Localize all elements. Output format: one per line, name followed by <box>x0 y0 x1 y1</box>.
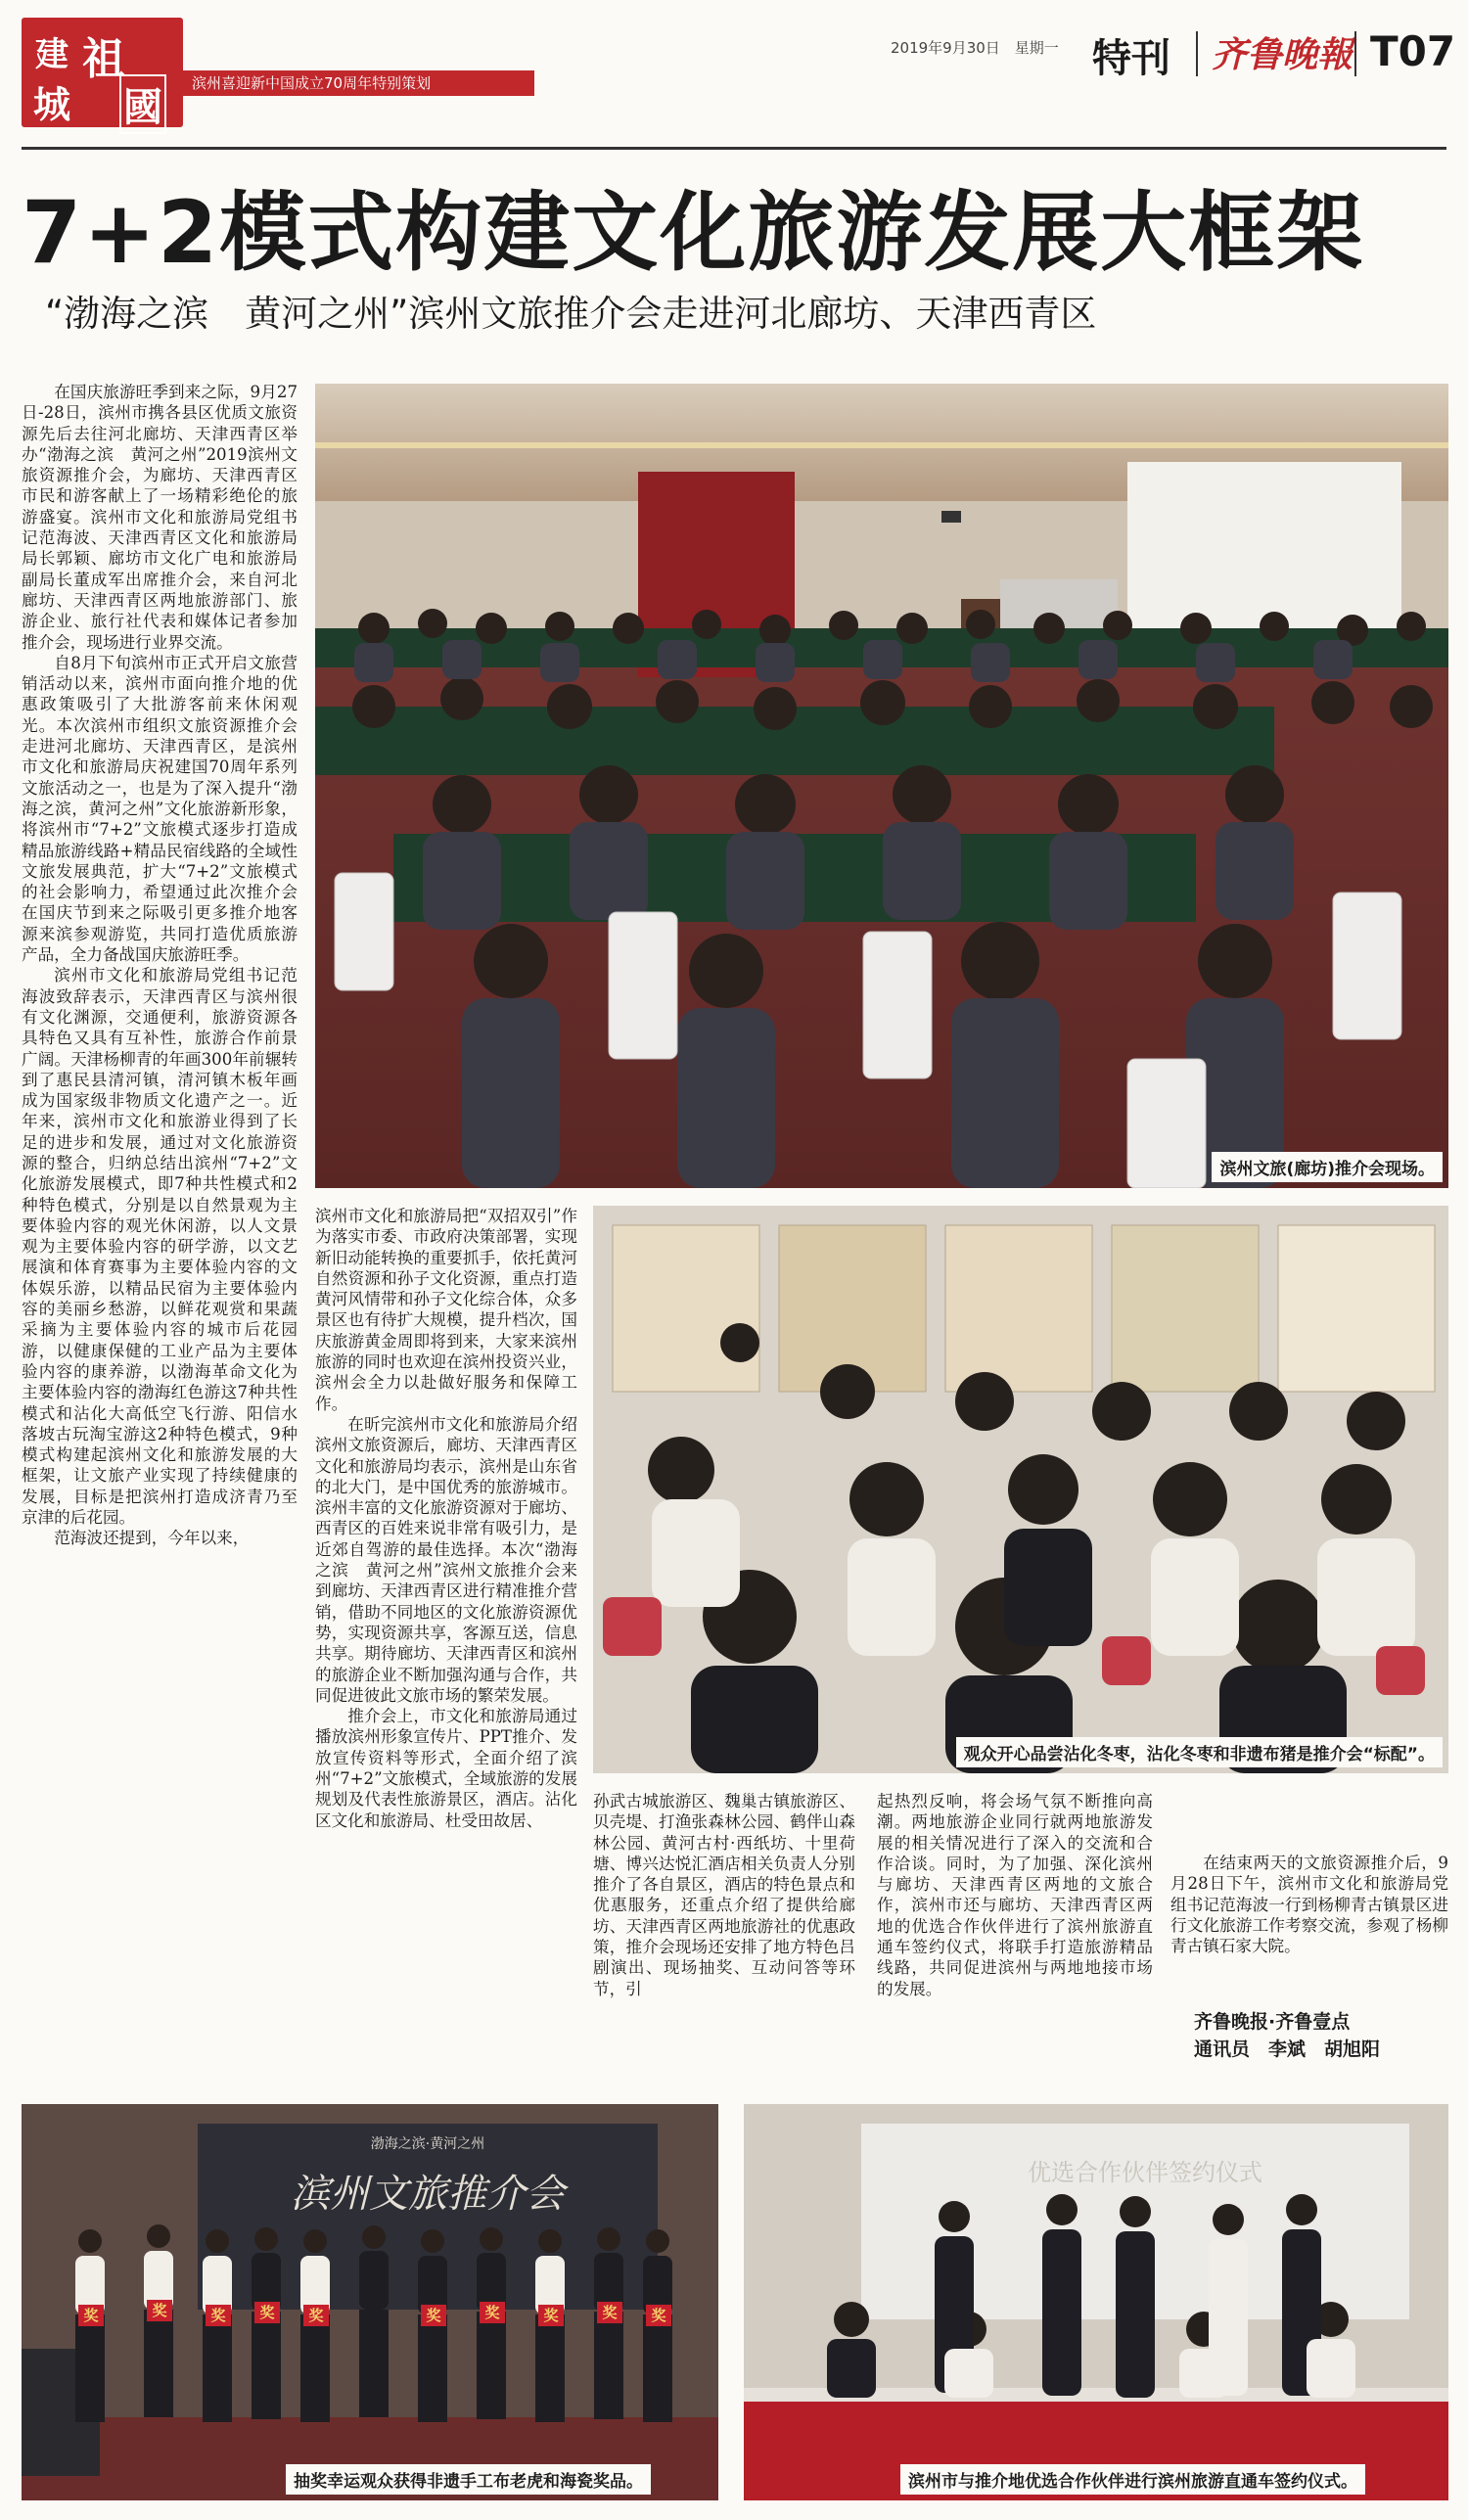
paragraph: 推介会上，市文化和旅游局通过播放滨州形象宣传片、PPT推介、发放宣传资料等形式，全面介绍了滨州“7+2”文旅模式，全域旅游的发展规划及代表性旅游景区，酒店。沾化区文化和旅游局、杜受田故居、 <box>315 1707 577 1830</box>
text-column-2 <box>315 1206 577 2067</box>
byline-reporters: 通讯员 李斌 胡旭阳 <box>1194 2039 1381 2060</box>
logo-char: 祖 <box>82 34 125 84</box>
prize-sign: 奖 <box>421 2305 446 2326</box>
logo-char: 城 <box>33 82 71 126</box>
paragraph: 在昕完滨州市文化和旅游局介绍滨州文旅资源后，廊坊、天津西青区文化和旅游局均表示，滨州是山东省的北大门，是中国优秀的旅游城市。滨州丰富的文化旅游资源对于廊坊、西青区的百姓来说非常有吸引力，是近郊自驾游的最佳选择。本次“渤海之滨 黄河之州”滨州文旅推介会来到廊坊、天津西青区进行精准推介营销，借助不同地区的文化旅游资源优势，实现资源共享，客源互送，信息共享。期待廊坊、天津西青区和滨州的旅游企业不断加强沟通与合作，共同促进彼此文旅市场的繁荣发展。 <box>315 1414 577 1705</box>
prize-sign: 奖 <box>303 2305 329 2326</box>
prize-sign: 奖 <box>538 2305 564 2326</box>
photo-caption: 滨州市与推介地优选合作伙伴进行滨州旅游直通车签约仪式。 <box>900 2464 1365 2495</box>
paragraph: 起热烈反响，将会场气氛不断推向高潮。两地旅游企业同行就两地旅游发展的相关情况进行了深入的交流和合作洽谈。同时，为了加强、深化滨州与廊坊、天津西青区两地的文旅合作，滨州市还与廊坊、天津西青区两地的优选合作伙伴进行了滨州旅游直通车签约仪式，将联手打造旅游精品线路，共同促进滨州与两地地接市场的发展。 <box>877 1792 1153 1998</box>
prize-sign: 奖 <box>206 2305 231 2326</box>
stage-screen-subtitle: 渤海之滨·黄河之州 <box>370 2136 485 2152</box>
special-banner: 滨州喜迎新中国成立70周年特别策划 <box>182 70 534 96</box>
prize-sign: 奖 <box>646 2305 671 2326</box>
photo-tasting <box>593 1206 1448 1773</box>
paragraph: 自8月下旬滨州市正式开启文旅营销活动以来，滨州市面向推介地的优惠政策吸引了大批游客前来休闲观光。本次滨州市组织文旅资源推介会走进河北廊坊、天津西青区，是滨州市文化和旅游局庆祝建国70周年系列文旅活动之一，也是为了深入提升“渤海之滨，黄河之州”文化旅游新形象，将滨州市“7+2”文旅模式逐步打造成精品旅游线路+精品民宿线路的全域性文旅发展典范，扩大“7+2”文旅模式的社会影响力，希望通过此次推介会在国庆节到来之际吸引更多推介地客源来滨参观游览，共同打造优质旅游产品，全力备战国庆旅游旺季。 <box>22 653 298 965</box>
article-subtitle: “渤海之滨 黄河之州”滨州文旅推介会走进河北廊坊、天津西青区 <box>45 293 1097 335</box>
prize-sign: 奖 <box>147 2300 172 2321</box>
header-divider <box>1354 31 1356 76</box>
photo-conference-hall <box>315 384 1448 1188</box>
photo-lottery-winners <box>22 2104 718 2500</box>
issue-date: 2019年9月30日 星期一 <box>891 39 1059 57</box>
newspaper-name: 齐鲁晚報 <box>1212 34 1353 75</box>
prize-sign: 奖 <box>254 2302 280 2323</box>
signing-backdrop-text: 优选合作伙伴签约仪式 <box>1028 2159 1262 2186</box>
text-column-1 <box>22 382 298 2065</box>
column-logo <box>22 18 183 130</box>
photo-caption: 观众开心品尝沾化冬枣，沾化冬枣和非遗布猪是推介会“标配”。 <box>956 1737 1443 1767</box>
paragraph: 孙武古城旅游区、魏巢古镇旅游区、贝壳堤、打渔张森林公园、鹤伴山森林公园、黄河古村·西纸坊、十里荷塘、博兴达悦汇酒店相关负责人分别推介了各自景区，酒店的特色景点和优惠服务，还重点介绍了提供给廊坊、天津西青区两地旅游社的优惠政策，推介会现场还安排了地方特色吕剧演出、现场抽奖、互动问答等环节，引 <box>593 1792 855 1998</box>
prize-sign: 奖 <box>597 2302 622 2323</box>
logo-char: 建 <box>35 35 69 74</box>
header-divider <box>1196 31 1198 76</box>
logo-char: 國 <box>119 74 166 134</box>
article-title: 7+2模式构建文化旅游发展大框架 <box>22 182 1365 283</box>
prize-sign: 奖 <box>78 2305 104 2326</box>
paragraph: 范海波还提到，今年以来， <box>54 1529 250 1548</box>
paragraph: 在结束两天的文旅资源推介后，9月28日下午，滨州市文化和旅游局党组书记范海波一行到杨柳青古镇景区进行文化旅游工作考察交流，参观了杨柳青古镇石家大院。 <box>1170 1854 1448 1956</box>
paragraph: 滨州市文化和旅游局把“双招双引”作为落实市委、市政府决策部署，实现新旧动能转换的重要抓手，依托黄河自然资源和孙子文化资源，重点打造黄河风情带和孙子文化综合体，众多景区也有待扩大规模，提升档次，国庆旅游黄金周即将到来，大家来滨州旅游的同时也欢迎在滨州投资兴业，滨州会全力以赴做好服务和保障工作。 <box>315 1207 577 1413</box>
stage-screen-title: 滨州文旅推介会 <box>291 2172 565 2217</box>
text-column-5 <box>1170 1853 1448 1980</box>
text-column-4 <box>877 1791 1153 2065</box>
prize-sign: 奖 <box>480 2302 505 2323</box>
header-rule <box>22 147 1446 150</box>
tasting-scene <box>593 1206 1448 1773</box>
photo-signing-ceremony <box>744 2104 1448 2500</box>
section-name: 特刊 <box>1092 36 1170 81</box>
byline-source: 齐鲁晚报·齐鲁壹点 <box>1194 2011 1351 2033</box>
photo-caption: 滨州文旅(廊坊)推介会现场。 <box>1212 1152 1443 1182</box>
photo-caption: 抽奖幸运观众获得非遗手工布老虎和海瓷奖品。 <box>286 2464 651 2495</box>
paragraph: 滨州市文化和旅游局党组书记范海波致辞表示，天津西青区与滨州很有文化渊源，交通便利，旅游资源各具特色又具有互补性，旅游合作前景广阔。天津杨柳青的年画300年前辗转到了惠民县清河镇，清河镇木板年画成为国家级非物质文化遗产之一。近年来，滨州市文化和旅游业得到了长足的进步和发展，通过对文化旅游资源的整合，归纳总结出滨州“7+2”文化旅游发展模式，即7种共性模式和2种特色模式，分别是以自然景观为主要体验内容的观光休闲游，以人文景观为主要体验内容的研学游，以文艺展演和体育赛事为主要体验内容的文体娱乐游，以精品民宿为主要体验内容的美丽乡愁游，以鲜花观赏和果蔬采摘为主要体验内容的城市后花园游，以健康保健的工业产品为主要体验内容的康养游，以渤海革命文化为主要体验内容的渤海红色游这7种共性模式和沾化大高低空飞行游、阳信水落坡古玩淘宝游这2种特色模式，9种模式构建起滨州文化和旅游发展的大框架，让文旅产业实现了持续健康的发展，目标是把滨州打造成济青乃至京津的后花园。 <box>22 966 298 1528</box>
page-number: T07 <box>1370 27 1456 75</box>
paragraph: 在国庆旅游旺季到来之际，9月27日-28日，滨州市携各县区优质文旅资源先后去往河北廊坊、天津西青区举办“渤海之滨 黄河之州”2019滨州文旅资源推介会，为廊坊、天津西青区市民和游客献上了一场精彩绝伦的旅游盛宴。滨州市文化和旅游局党组书记范海波、天津西青区文化和旅游局局长郭颖、廊坊市文化广电和旅游局副局长董成军出席推介会，来自河北廊坊、天津西青区两地旅游部门、旅游企业、旅行社代表和媒体记者参加推介会，现场进行业界交流。 <box>22 383 298 652</box>
text-column-3 <box>593 1791 855 2065</box>
conference-scene <box>315 384 1448 1188</box>
